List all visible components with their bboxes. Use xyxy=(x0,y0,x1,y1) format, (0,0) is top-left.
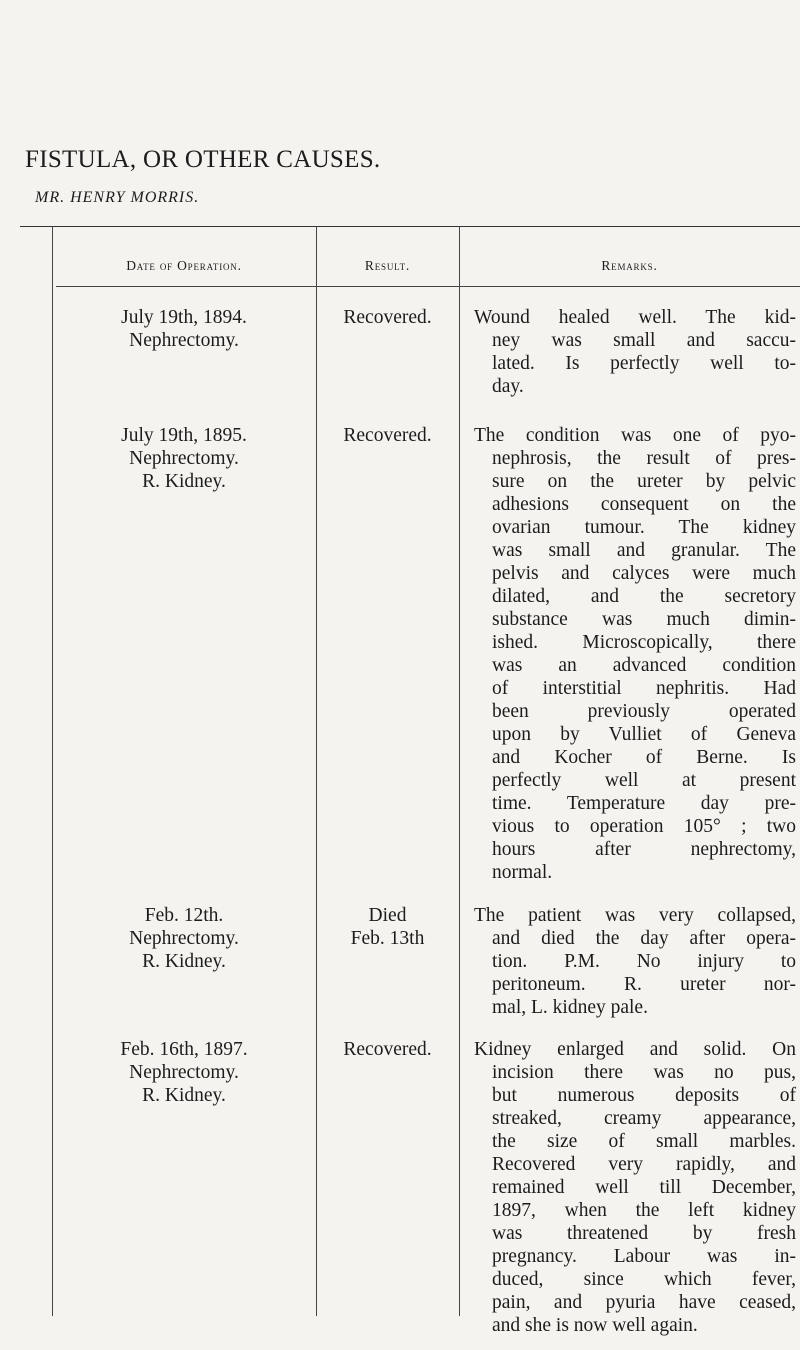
remarks-line: streaked, creamy appearance, xyxy=(492,1108,796,1129)
remarks-line: and died the day after opera- xyxy=(492,928,796,949)
row-2-result: Recovered. xyxy=(343,425,432,446)
remarks-line: The condition was one of pyo- xyxy=(474,425,796,446)
remarks-line: upon by Vulliet of Geneva xyxy=(492,724,796,745)
remarks-line: been previously operated xyxy=(492,701,796,722)
remarks-line: pelvis and calyces were much xyxy=(492,563,796,584)
row-3-remarks xyxy=(474,904,796,1019)
row-4-date xyxy=(52,1038,316,1107)
remarks-line: Recovered very rapidly, and xyxy=(492,1154,796,1175)
remarks-line: Wound healed well. The kid- xyxy=(474,307,796,328)
row-4-date-line: R. Kidney. xyxy=(142,1085,226,1106)
remarks-line: the size of small marbles. xyxy=(492,1131,796,1152)
remarks-line: and she is now well again. xyxy=(492,1315,698,1336)
remarks-line: ished. Microscopically, there xyxy=(492,632,796,653)
remarks-line: The patient was very collapsed, xyxy=(474,905,796,926)
remarks-line: was small and granular. The xyxy=(492,540,796,561)
remarks-line: peritoneum. R. ureter nor- xyxy=(492,974,796,995)
row-1-result: Recovered. xyxy=(343,307,432,328)
column-header-date: Date of Operation. xyxy=(126,258,242,273)
row-4-date-line: Feb. 16th, 1897. xyxy=(120,1039,248,1060)
row-3-result: Died Feb. 13th xyxy=(350,905,425,949)
remarks-line: nephrosis, the result of pres- xyxy=(492,448,796,469)
row-1-remarks xyxy=(474,306,796,398)
page-subheading: MR. HENRY MORRIS. xyxy=(35,189,200,206)
row-4-result: Recovered. xyxy=(343,1039,432,1060)
remarks-line: 1897, when the left kidney xyxy=(492,1200,796,1221)
remarks-line: day. xyxy=(492,376,524,397)
remarks-line: normal. xyxy=(492,862,553,883)
page-heading: FISTULA, OR OTHER CAUSES. xyxy=(25,146,381,173)
remarks-line: dilated, and the secretory xyxy=(492,586,796,607)
column-header-result: Result. xyxy=(364,258,411,273)
remarks-line: time. Temperature day pre- xyxy=(492,793,796,814)
column-divider-middle xyxy=(316,226,317,1316)
row-4-date-line: Nephrectomy. xyxy=(129,1062,239,1083)
remarks-line: pregnancy. Labour was in- xyxy=(492,1246,796,1267)
remarks-line: substance was much dimin- xyxy=(492,609,796,630)
row-1-date xyxy=(52,306,316,352)
remarks-line: duced, since which fever, xyxy=(492,1269,796,1290)
remarks-line: pain, and pyuria have ceased, xyxy=(492,1292,796,1313)
remarks-line: perfectly well at present xyxy=(492,770,796,791)
column-divider-right xyxy=(459,226,460,1316)
table-top-rule xyxy=(20,226,800,227)
row-1-date-line: Nephrectomy. xyxy=(129,330,239,351)
remarks-line: was threatened by fresh xyxy=(492,1223,796,1244)
remarks-line: was an advanced condition xyxy=(492,655,796,676)
header-rule xyxy=(56,286,800,287)
remarks-line: ney was small and saccu- xyxy=(492,330,796,351)
remarks-line: of interstitial nephritis. Had xyxy=(492,678,796,699)
row-2-date xyxy=(52,424,316,493)
remarks-line: hours after nephrectomy, xyxy=(492,839,796,860)
remarks-line: but numerous deposits of xyxy=(492,1085,796,1106)
remarks-line: remained well till December, xyxy=(492,1177,796,1198)
remarks-line: adhesions consequent on the xyxy=(492,494,796,515)
remarks-line: ovarian tumour. The kidney xyxy=(492,517,796,538)
row-3-date-line: Feb. 12th. xyxy=(144,905,224,926)
remarks-line: sure on the ureter by pelvic xyxy=(492,471,796,492)
row-2-remarks xyxy=(474,424,796,884)
column-header-remarks: Remarks. xyxy=(601,258,658,273)
remarks-line: Kidney enlarged and solid. On xyxy=(474,1039,796,1060)
row-2-date-line: Nephrectomy. xyxy=(129,448,239,469)
row-3-date-line: R. Kidney. xyxy=(142,951,226,972)
column-divider-left xyxy=(52,226,53,1316)
remarks-line: lated. Is perfectly well to- xyxy=(492,353,796,374)
remarks-line: tion. P.M. No injury to xyxy=(492,951,796,972)
row-3-date xyxy=(52,904,316,973)
row-1-date-line: July 19th, 1894. xyxy=(121,307,247,328)
row-4-remarks xyxy=(474,1038,796,1337)
row-3-date-line: Nephrectomy. xyxy=(129,928,239,949)
remarks-line: and Kocher of Berne. Is xyxy=(492,747,796,768)
row-2-date-line: R. Kidney. xyxy=(142,471,226,492)
remarks-line: incision there was no pus, xyxy=(492,1062,796,1083)
remarks-line: vious to operation 105° ; two xyxy=(492,816,796,837)
row-2-date-line: July 19th, 1895. xyxy=(121,425,247,446)
remarks-line: mal, L. kidney pale. xyxy=(492,997,648,1018)
